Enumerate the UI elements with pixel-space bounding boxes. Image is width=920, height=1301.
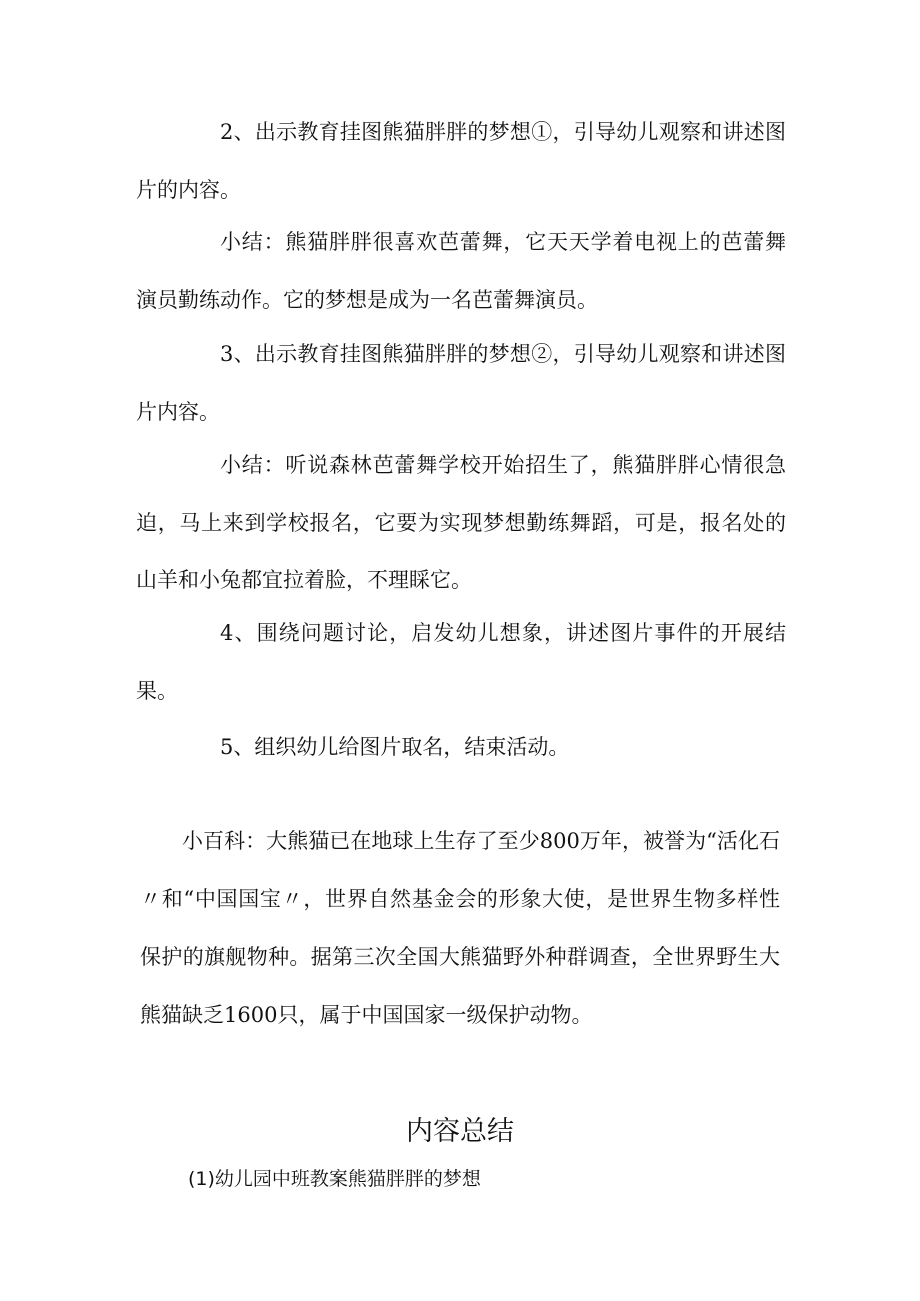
step-4-paragraph: 4、围绕问题讨论，启发幼儿想象，讲述图片事件的开展结果。 <box>136 621 786 703</box>
encyclopedia-paragraph: 小百科：大熊猫已在地球上生存了至少800万年，被誉为“活化石〃和“中国国宝〃，世界自然基金会的形象大使，是世界生物多样性保护的旗舰物种。据第三次全国大熊猫野外种群调查，全世界野生大熊猫缺乏1600只，属于中国国家一级保护动物。 <box>140 829 780 1027</box>
summary-title: 内容总结 <box>406 1116 514 1147</box>
summary-item: (1)幼儿园中班教案熊猫胖胖的梦想 <box>188 1168 481 1190</box>
step-2-paragraph: 2、出示教育挂图熊猫胖胖的梦想①，引导幼儿观察和讲述图片的内容。 <box>136 120 786 202</box>
summary-2-paragraph: 小结：听说森林芭蕾舞学校开始招生了，熊猫胖胖心情很急迫，马上来到学校报名，它要为实现梦想勤练舞蹈，可是，报名处的山羊和小兔都宜拉着脸，不理睬它。 <box>136 453 786 592</box>
step-5-paragraph: 5、组织幼儿给图片取名，结束活动。 <box>220 735 570 759</box>
summary-1-paragraph: 小结：熊猫胖胖很喜欢芭蕾舞，它天天学着电视上的芭蕾舞演员勤练动作。它的梦想是成为一名芭蕾舞演员。 <box>136 230 786 312</box>
step-3-paragraph: 3、出示教育挂图熊猫胖胖的梦想②，引导幼儿观察和讲述图片内容。 <box>136 342 786 424</box>
